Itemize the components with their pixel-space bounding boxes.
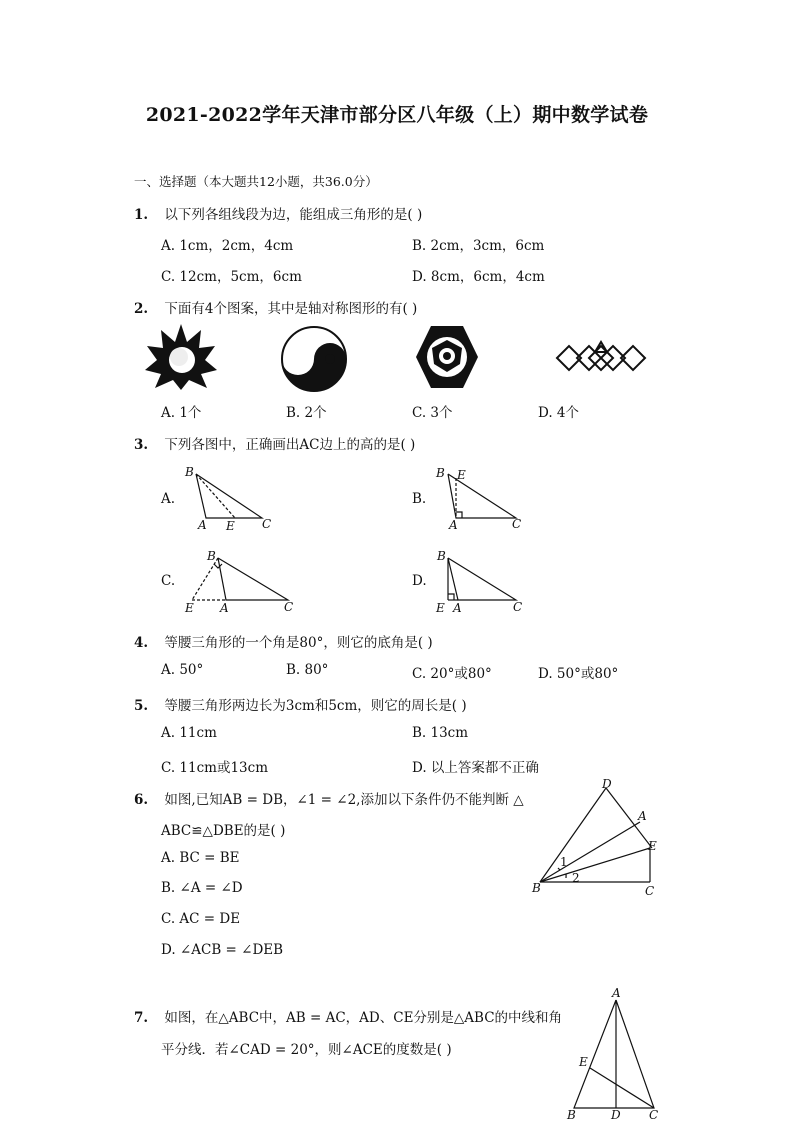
page-title: 2021-2022学年天津市部分区八年级（上）期中数学试卷: [145, 104, 649, 126]
option-d: D. 以上答案都不正确: [412, 760, 539, 776]
question-text: 如图，在△ABC中，AB = AC，AD、CE分别是△ABC的中线和角: [164, 1010, 563, 1026]
vertex-label: D: [602, 778, 612, 791]
vertex-label: B: [207, 549, 216, 563]
option-b: B. 2个: [286, 405, 327, 421]
option-d: D.: [412, 573, 427, 589]
vertex-label: C: [262, 517, 272, 531]
question-7: [134, 1006, 562, 1026]
option-c: C. 3个: [412, 405, 453, 421]
vertex-label: E: [648, 839, 657, 853]
vertex-label: C: [284, 600, 294, 614]
option-d: D. ∠ACB = ∠DEB: [161, 942, 284, 958]
option-d: D. 8cm，6cm，4cm: [412, 269, 545, 285]
option-b: B.: [412, 491, 427, 507]
option-a: A. 11cm: [161, 725, 217, 741]
vertex-label: C: [649, 1108, 659, 1122]
option-b: B. ∠A = ∠D: [161, 880, 243, 896]
question-6: [134, 788, 524, 808]
question-text-continued: 平分线．若∠CAD = 20°，则∠ACE的度数是( ): [161, 1042, 452, 1058]
option-a: A. 1个: [161, 405, 202, 421]
option-a: A.: [161, 491, 176, 507]
vertex-label: C: [512, 517, 522, 531]
vertex-label: B: [532, 881, 541, 895]
question-text: 下面有4个图案，其中是轴对称图形的有( ): [164, 301, 418, 317]
question-4: [134, 631, 433, 651]
question-number: 2.: [134, 301, 149, 317]
option-c: C. 11cm或13cm: [161, 760, 269, 776]
vertex-label: B: [567, 1108, 576, 1122]
vertex-label: A: [612, 986, 621, 1000]
question-number: 3.: [134, 437, 149, 453]
geometry-figure-q6: [526, 778, 666, 900]
geometry-figure-q7: [560, 984, 670, 1123]
option-a: A. 50°: [161, 662, 204, 678]
angle-label: 2: [572, 871, 580, 885]
vertex-label: B: [185, 465, 194, 479]
question-number: 5.: [134, 698, 149, 714]
starburst-icon: [145, 322, 217, 390]
triangle-figure-c: [180, 546, 300, 618]
vertex-label: C: [645, 884, 655, 898]
option-b: B. 80°: [286, 662, 329, 678]
option-a: A. 1cm，2cm，4cm: [161, 238, 294, 254]
option-b: B. 2cm，3cm，6cm: [412, 238, 545, 254]
vertex-label: A: [449, 518, 458, 532]
question-2: [134, 297, 417, 317]
question-text: 等腰三角形两边长为3cm和5cm，则它的周长是( ): [164, 698, 467, 714]
vertex-label: B: [437, 549, 446, 563]
angle-label: 1: [560, 855, 568, 869]
section-heading: 一、选择题（本大题共12小题，共36.0分）: [134, 174, 378, 189]
vertex-label: E: [185, 601, 194, 615]
vertex-label: A: [638, 809, 647, 823]
option-d: D. 50°或80°: [538, 666, 619, 682]
vertex-label: E: [436, 601, 445, 615]
vertex-label: A: [198, 518, 207, 532]
question-number: 4.: [134, 635, 149, 651]
question-3: [134, 433, 415, 453]
hexagon-ring-icon: [414, 324, 480, 390]
question-1: [134, 203, 422, 223]
question-text: 如图,已知AB = DB，∠1 = ∠2,添加以下条件仍不能判断 △: [164, 792, 524, 808]
question-number: 6.: [134, 792, 149, 808]
question-text: 下列各图中，正确画出AC边上的高的是( ): [164, 437, 416, 453]
question-5: [134, 694, 467, 714]
question-text: 以下列各组线段为边，能组成三角形的是( ): [164, 207, 423, 223]
vertex-label: A: [453, 601, 462, 615]
option-d: D. 4个: [538, 405, 580, 421]
triangle-figure-a: [180, 462, 280, 534]
vertex-label: C: [513, 600, 523, 614]
vertex-label: A: [220, 601, 229, 615]
vertex-label: B: [436, 466, 445, 480]
option-c: C. 20°或80°: [412, 666, 492, 682]
question-number: 1.: [134, 207, 149, 223]
vertex-label: D: [611, 1108, 621, 1122]
triangle-figure-d: [430, 546, 530, 618]
yin-yang-icon: [280, 325, 348, 393]
question-number: 7.: [134, 1010, 149, 1026]
vertex-label: E: [226, 519, 235, 533]
option-c: C.: [161, 573, 176, 589]
vertex-label: E: [579, 1055, 588, 1069]
diamond-knot-icon: [555, 338, 649, 378]
option-b: B. 13cm: [412, 725, 469, 741]
question-text-continued: ABC≌△DBE的是( ): [161, 823, 286, 839]
option-a: A. BC = BE: [161, 850, 240, 866]
question-text: 等腰三角形的一个角是80°，则它的底角是( ): [164, 635, 433, 651]
option-c: C. AC = DE: [161, 911, 241, 927]
option-c: C. 12cm，5cm，6cm: [161, 269, 302, 285]
triangle-figure-b: [430, 462, 530, 534]
vertex-label: E: [457, 468, 466, 482]
